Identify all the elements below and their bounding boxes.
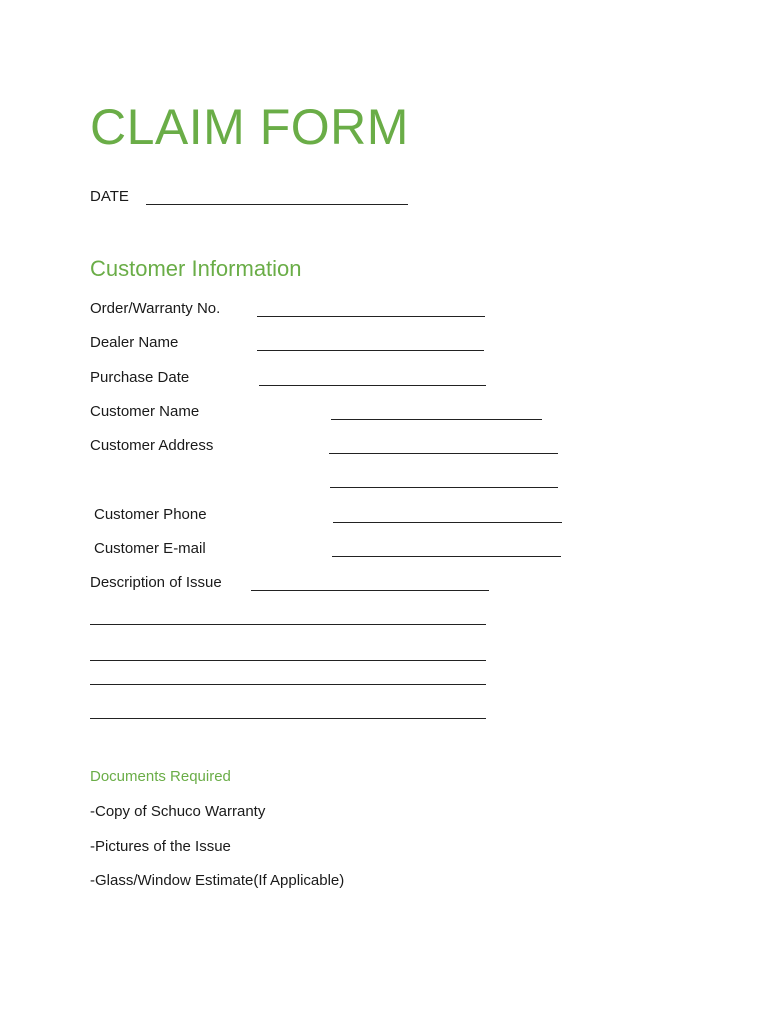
purchase-date-field[interactable] [259,367,490,387]
documents-required-heading: Documents Required [90,768,231,785]
description-field-2[interactable] [90,606,490,626]
date-label: DATE [90,188,129,205]
order-warranty-field[interactable] [257,298,489,318]
customer-address-field-1[interactable] [329,435,562,455]
description-field-4[interactable] [90,666,490,686]
form-title: CLAIM FORM [90,99,409,155]
document-item: -Glass/Window Estimate(If Applicable) [90,872,345,889]
dealer-name-field[interactable] [257,332,488,352]
date-field[interactable] [146,186,412,206]
customer-address-label: Customer Address [90,437,214,454]
customer-email-label: Customer E-mail [94,540,206,557]
customer-address-field-2[interactable] [330,469,562,489]
description-field-3[interactable] [90,642,490,662]
description-label: Description of Issue [90,574,222,591]
description-field-1[interactable] [251,572,493,592]
dealer-name-label: Dealer Name [90,334,179,351]
purchase-date-label: Purchase Date [90,369,190,386]
customer-phone-field[interactable] [333,504,566,524]
customer-email-field[interactable] [332,538,565,558]
customer-name-field[interactable] [331,401,546,421]
customer-phone-label: Customer Phone [94,506,207,523]
document-item: -Copy of Schuco Warranty [90,803,266,820]
customer-name-label: Customer Name [90,403,200,420]
description-field-5[interactable] [90,700,490,720]
document-item: -Pictures of the Issue [90,838,231,855]
customer-information-heading: Customer Information [90,256,302,281]
order-warranty-label: Order/Warranty No. [90,300,221,317]
